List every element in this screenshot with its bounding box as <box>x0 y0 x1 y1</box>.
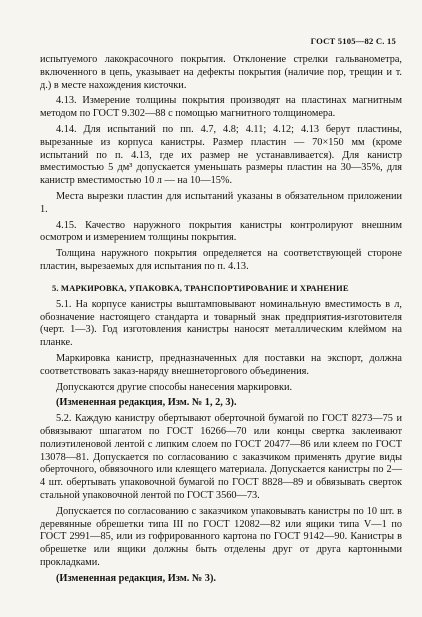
paragraph-4-15: 4.15. Качество наружного покрытия канистры контролируют внешним осмотром и измерением толщины покрытия. <box>40 219 402 244</box>
paragraph-5-2: 5.2. Каждую канистру обертывают оберточной бумагой по ГОСТ 8273—75 и обвязывают шпагатом по ГОСТ 16266—70 или концы свертка заклеивают полиэтиленовой лентой с липким слоем по ГОСТ 20477—86 или клеем по ГОСТ 13078—81. Допускается по согласованию с заказчиком применять другие виды оберточного, обвязочного или клеящего материала. Допускается канистры по 2—4 шт. обертывать упаковочной бумагой по ГОСТ 8828—89 и обвязывать сверток стальной упаковочной лентой по ГОСТ 3560—73. <box>40 413 402 501</box>
paragraph-cut-locations: Места вырезки пластин для испытаний указаны в обязательном приложении 1. <box>40 190 402 215</box>
section-title: 5. МАРКИРОВКА, УПАКОВКА, ТРАНСПОРТИРОВАНИЕ И ХРАНЕНИЕ <box>52 282 349 293</box>
edit-note-1: (Измененная редакция, Изм. № 1, 2, 3). <box>56 397 237 409</box>
paragraph-export-marking: Маркировка канистр, предназначенных для поставки на экспорт, должна соответствовать заказ-наряду внешнеторгового объединения. <box>40 352 402 377</box>
paragraph-4-14: 4.14. Для испытаний по пп. 4.7, 4.8; 4.11; 4.12; 4.13 берут пластины, вырезанные из корпуса канистры. Размер пластин — 70×150 мм (кроме испытаний по п. 4.13, где их размер не устанавливается). Для канистр вместимостью 5 дм³ допускается уменьшать размеры пластин на 30—35%, для канистр вместимостью 10 л — на 10—15%. <box>40 123 402 187</box>
paragraph-coating-thickness: Толщина наружного покрытия определяется на соответствующей стороне пластин, вырезаемых для испытания по п. 4.13. <box>40 248 402 272</box>
page-content <box>40 54 402 585</box>
paragraph-other-marking: Допускаются другие способы нанесения маркировки. <box>56 381 293 393</box>
paragraph-5-1: 5.1. На корпусе канистры выштамповывают номинальную вместимость в л, обозначение настоящего стандарта и товарный знак предприятия-изготовителя (черт. 1—3). Год изготовления канистры наносят металлическим клеймом на планке. <box>40 298 402 349</box>
paragraph-continuation: испытуемого лакокрасочного покрытия. Отклонение стрелки гальванометра, включенного в цепь, указывает на дефекты покрытия (наличие пор, трещин и т. д.) в месте нахождения кисточки. <box>40 54 402 91</box>
page-header: ГОСТ 5105—82 С. 15 <box>310 36 396 46</box>
paragraph-4-13: 4.13. Измерение толщины покрытия производят на пластинах магнитным методом по ГОСТ 9.302—88 с помощью магнитного толщиномера. <box>40 95 402 120</box>
edit-note-2: (Измененная редакция, Изм. № 3). <box>56 572 216 584</box>
paragraph-packing-boxes: Допускается по согласованию с заказчиком упаковывать канистры по 10 шт. в деревянные обрешетки типа III по ГОСТ 12082—82 или ящики типа V—1 по ГОСТ 2991—85, или из гофрированного картона по ГОСТ 9142—90. Канистры в обрешетке или ящики должны быть отделены друг от друга картонными прокладками. <box>40 505 402 568</box>
